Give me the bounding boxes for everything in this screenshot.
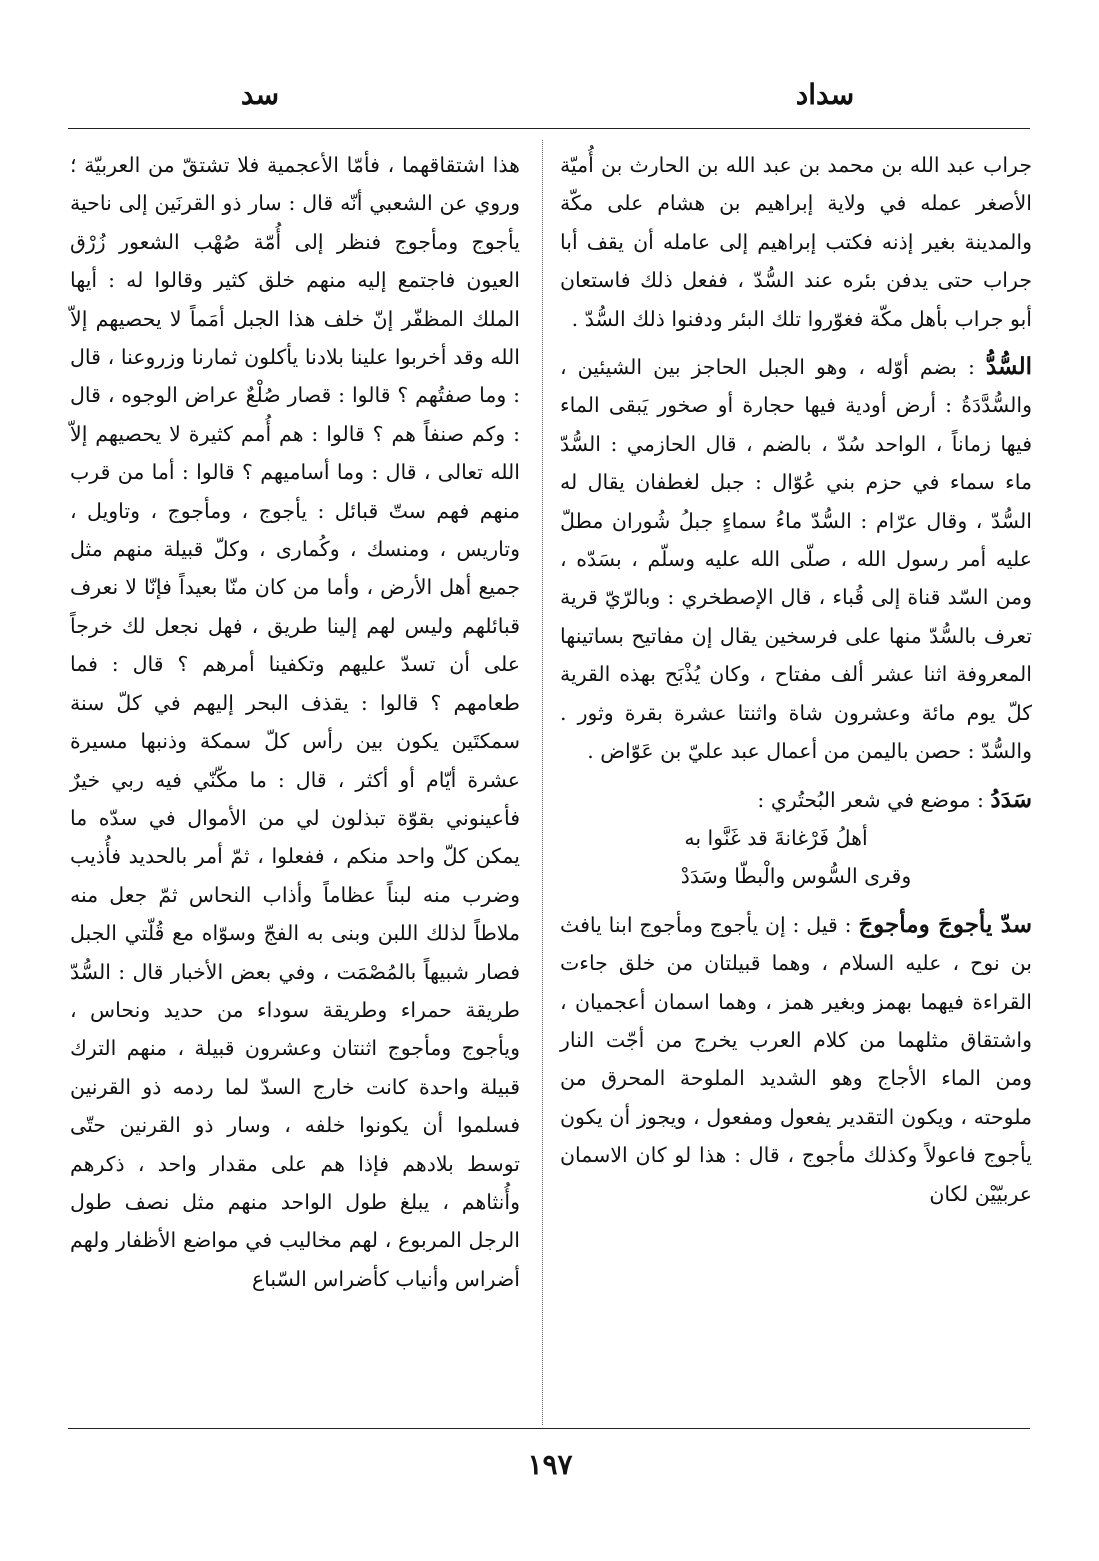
left-column bbox=[70, 146, 520, 1298]
poem-verse-2: وقرى السُّوس والْبطّا وسَدَدْ bbox=[680, 864, 912, 889]
left-column-text: هذا اشتقاقهما ، فأمّا الأعجمية فلا تشتقّ من العربيّة ؛ وروي عن الشعبي أنّه قال : سار ذو القرنَين إلى ناحية يأجوج ومأجوج فنظر إلى أُمّة صُهْب الشعور زُرْق العيون فاجتمع إليه منهم خلق كثير وقالوا له : أيها الملك المظفّر إنّ خلف هذا الجبل أمَماً لا يحصيهم إلاّ الله وقد أخربوا علينا بلادنا يأكلون ثمارنا وزروعنا ، قال : وما صفتُهم ؟ قالوا : قصار صُلْعٌ عراض الوجوه ، قال : وكم صنفاً هم ؟ قالوا : هم أُمم كثيرة لا يحصيهم إلاّ الله تعالى ، قال : وما أساميهم ؟ قالوا : أما من قرب منهم فهم ستّ قبائل : يأجوج ، ومأجوج ، وتاويل ، وتاريس ، ومنسك ، وكُمارى ، وكلّ قبيلة منهم مثل جميع أهل الأرض ، وأما من كان منّا بعيداً فإنّا لا نعرف قبائلهم وليس لهم إلينا طريق ، فهل نجعل لك خرجاً على أن تسدّ عليهم وتكفينا أمرهم ؟ قال : فما طعامهم ؟ قالوا : يقذف البحر إليهم في كلّ سنة سمكتَين يكون بين رأس كلّ سمكة وذنبها مسيرة عشرة أيّام أو أكثر ، قال : ما مكّنّي فيه ربي خيرٌ فأعينوني بقوّة تبذلون لي من الأموال في سدّه ما يمكن كلّ واحد منكم ، ففعلوا ، ثمّ أمر بالحديد فأُذيب وضرب منه لبناً عظاماً وأذاب النحاس ثمّ جعل منه ملاطاً لذلك اللبن وبنى به الفجّ وسوّاه مع قُلّتي الجبل فصار شبيهاً بالمُصْمَت ، وفي بعض الأخبار قال : السُّدّ طريقة حمراء وطريقة سوداء من حديد ونحاس ، ويأجوج ومأجوج اثنتان وعشرون قبيلة ، منهم الترك قبيلة واحدة كانت خارج السدّ لما ردمه ذو القرنين فسلموا أن يكونوا خلفه ، وسار ذو القرنين حتّى توسط بلادهم فإذا هم على مقدار واحد ، ذكرهم وأُنثاهم ، يبلغ طول الواحد منهم مثل نصف طول الرجل المربوع ، لهم مخاليب في مواضع الأظفار ولهم أضراس وأنياب كأضراس السّباع bbox=[70, 153, 520, 1291]
entry-title: سدّ يأجوجَ ومأجوجَ bbox=[858, 910, 1032, 938]
running-header-left: سد bbox=[240, 78, 280, 111]
running-header-right: سداد bbox=[795, 78, 855, 111]
continued-paragraph: جراب عبد الله بن محمد بن عبد الله بن الحارث بن أُميّة الأصغر عمله في ولاية إبراهيم بن هشام على مكّة والمدينة بغير إذنه فكتب إبراهيم إلى عامله أن يقف أبا جراب حتى يدفن بئره عند السُّدّ ، ففعل ذلك فاستعان أبو جراب بأهل مكّة فغوّروا تلك البئر ودفنوا ذلك السُّدّ . bbox=[560, 153, 1032, 331]
entry-text: : قيل : إن يأجوج ومأجوج ابنا يافث بن نوح ، عليه السلام ، وهما قبيلتان من خلق جاءت القراءة فيهما بهمز وبغير همز ، وهما اسمان أعجميان ، واشتقاق مثلهما من كلام العرب يخرج من أجّت النار ومن الماء الأجاج وهو الشديد الملوحة المحرق من ملوحته ، ويكون التقدير يفعول ومفعول ، ويجوز أن يكون يأجوج فاعولاً وكذلك مأجوج ، قال : هذا لو كان الاسمان عربيّيْن لكان bbox=[560, 912, 1032, 1206]
page-number: ١٩٧ bbox=[527, 1448, 573, 1481]
entry-title: سَدَدُ bbox=[990, 785, 1032, 813]
entry-text: : بضم أوّله ، وهو الجبل الحاجز بين الشيئين ، والسُّدَّدَةُ : أرض أودية فيها حجارة أو صخور يَبقى الماء فيها زماناً ، الواحد سُدّ ، بالضم ، قال الحازمي : السُّدّ ماء سماء في حزم بني عُوّال : جبل لغطفان يقال له السُّدّ ، وقال عرّام : السُّدّ ماءُ سماءٍ جبلُ شُوران مطلّ عليه أمر رسول الله ، صلّى الله عليه وسلّم ، بسَدّه ، ومن السّد قناة إلى قُباء ، قال الإصطخري : وبالرّيّ قرية تعرف بالسُّدّ منها على فرسخين يقال إن مفاتيح بساتينها المعروفة اثنا عشر ألف مفتاح ، وكان يُذْبَح بهذه القرية كلّ يوم مائة وعشرون شاة واثنتا عشرة بقرة وثور . والسُّدّ : حصن باليمن من أعمال عبد عليّ بن عَوّاض . bbox=[560, 355, 1032, 764]
poem-verse-1: أهلُ فَرْغانةَ قد غَنَّوا به bbox=[684, 825, 868, 850]
entry-sadad bbox=[560, 781, 1032, 819]
entry-sadd-yajuj bbox=[560, 906, 1032, 1213]
entry-text: : موضع في شعر البُحتُري : bbox=[757, 787, 984, 812]
right-column bbox=[560, 146, 1032, 1213]
footer-rule bbox=[68, 1428, 1030, 1429]
column-divider bbox=[542, 140, 543, 1425]
entry-title: السُّدُّ bbox=[985, 353, 1032, 381]
header-rule bbox=[68, 128, 1030, 129]
entry-al-sudd bbox=[560, 348, 1032, 770]
